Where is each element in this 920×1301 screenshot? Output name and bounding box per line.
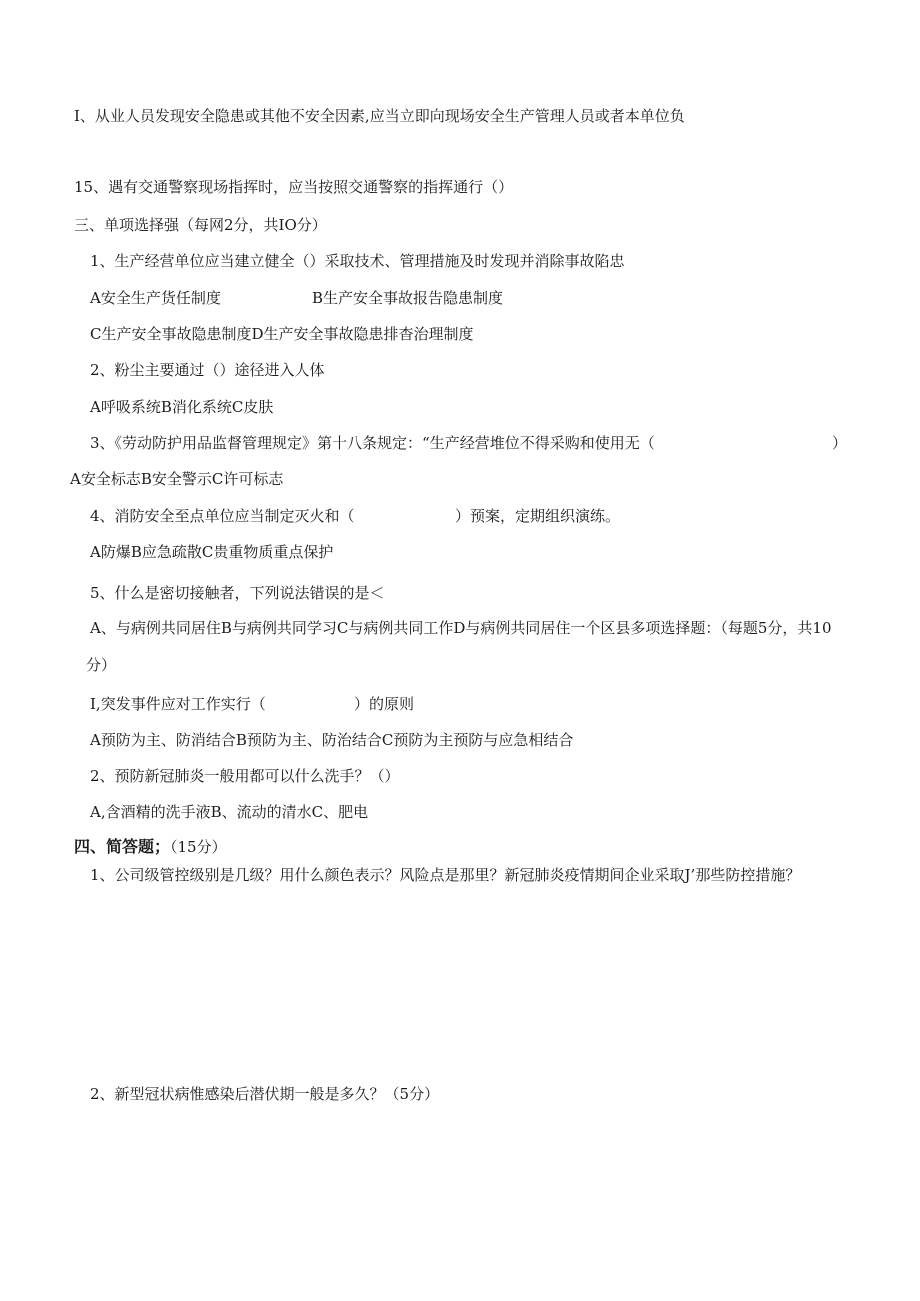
multi-choice-2-options: A,含酒精的洗手液B、流动的清水C、肥电 [90, 803, 369, 821]
single-choice-5-options-cont: 分） [86, 656, 117, 674]
single-choice-3-question-close: ） [832, 434, 848, 452]
single-choice-1-question: 1、生产经营单位应当建立健全（）采取技术、管理措施及时发现并消除事故陷忠 [90, 252, 625, 270]
multi-choice-1-question-tail: ）的原则 [354, 695, 415, 713]
short-answer-2-question: 2、新型冠状病惟感染后潜伏期一般是多久？（5分） [90, 1085, 440, 1103]
short-answer-1-question: 1、公司级管控级别是几级？用什么颜色表示？风险点是那里？新冠肺炎疫情期间企业采取J’那些防控措施？ [90, 866, 801, 884]
section-4-points: （15分） [170, 838, 227, 856]
single-choice-3-options: A安全标志B安全警示C许可标志 [70, 470, 284, 488]
single-choice-1-option-b: B生产安全事故报告隐患制度 [312, 289, 504, 307]
single-choice-5-question: 5、什么是密切接触者，下列说法错误的是＜ [90, 584, 385, 602]
single-choice-5-options: A、与病例共同居住B与病例共同学习C与病例共同工作D与病例共同居住一个区县多项选择题：（每题5分，共10 [90, 619, 832, 637]
multi-choice-1-options: A预防为主、防消结合B预防为主、防治结合C预防为主预防与应急相结合 [90, 731, 574, 749]
section-4-title: 四、简答题； [74, 837, 171, 856]
single-choice-1-option-a: A安全生产货任制度 [90, 289, 221, 307]
section-3-title: 三、单项选择强（每网2分，共IO分） [74, 216, 327, 234]
multi-choice-1-question: I,突发事件应对工作实行（ [90, 695, 266, 713]
multi-choice-2-question: 2、预防新冠肺炎一般用都可以什么洗手？（） [90, 767, 400, 785]
section-4-heading [74, 837, 227, 857]
single-choice-2-options: A呼吸系统B消化系统C皮肤 [90, 398, 274, 416]
single-choice-4-question: 4、消防安全至点单位应当制定灭火和（ [90, 507, 355, 525]
single-choice-1-option-cd: C生产安全事故隐患制度D生产安全事故隐患排杳治理制度 [90, 325, 474, 343]
single-choice-4-question-tail: ）预案，定期组织演练。 [455, 507, 621, 525]
single-choice-4-options: A防爆B应急疏散C贵重物质重点保护 [90, 543, 334, 561]
single-choice-2-question: 2、粉尘主要通过（）途径进入人体 [90, 361, 325, 379]
single-choice-3-question: 3、《劳动防护用品监督管理规定》第十八条规定：“生产经营堆位不得采购和使用无（ [90, 434, 655, 452]
fill-question-1: I、从业人员发现安全隐患或其他不安全因素,应当立即向现场安全生产管理人员或者本单位负 [74, 107, 685, 125]
fill-question-15: 15、遇有交通警察现场指挥时，应当按照交通警察的指挥通行（） [74, 178, 514, 196]
